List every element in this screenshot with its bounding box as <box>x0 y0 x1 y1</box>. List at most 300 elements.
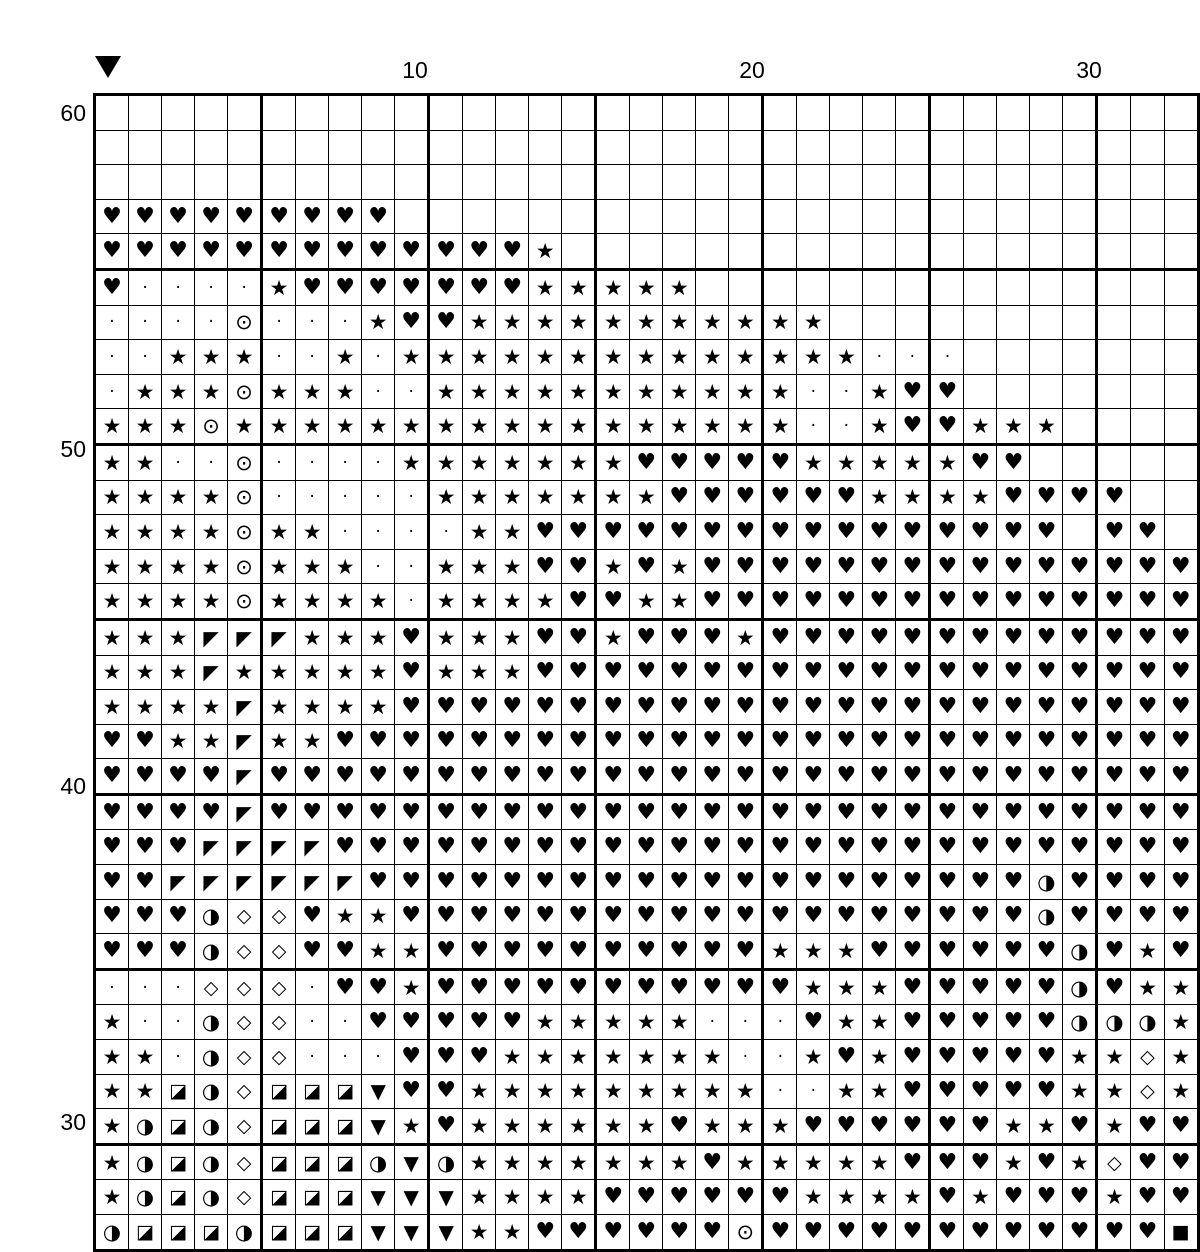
heart-icon: ♥ <box>702 693 723 719</box>
heart-icon: ♥ <box>535 763 556 789</box>
pattern-cell-star <box>663 305 696 340</box>
star-icon: ★ <box>335 589 355 614</box>
pattern-cell-heart <box>896 969 930 1005</box>
pattern-cell-heart <box>696 934 729 970</box>
up-right-triangle-icon: ◤ <box>236 835 252 860</box>
pattern-cell-heart <box>729 899 763 934</box>
pattern-cell-heart <box>630 1215 663 1251</box>
pattern-cell-heart <box>195 199 228 234</box>
pattern-cell-heart <box>964 1109 997 1145</box>
star-icon: ★ <box>168 414 188 439</box>
pattern-cell-heart <box>1164 1109 1199 1145</box>
heart-icon: ♥ <box>401 903 422 929</box>
pattern-cell-heart <box>863 794 896 830</box>
pattern-cell-heart <box>663 830 696 865</box>
heart-icon: ♥ <box>535 728 556 754</box>
heart-icon: ♥ <box>937 868 958 894</box>
heart-icon: ♥ <box>735 518 756 544</box>
star-icon: ★ <box>102 414 122 439</box>
pattern-cell-small-dot <box>95 374 129 409</box>
pattern-cell-heart <box>797 1215 830 1251</box>
pattern-cell-star <box>95 480 129 515</box>
pattern-row <box>95 549 1199 584</box>
heart-icon: ♥ <box>535 868 556 894</box>
star-icon: ★ <box>135 589 155 614</box>
star-icon: ★ <box>770 379 790 404</box>
pattern-cell-half-circle <box>228 1215 262 1251</box>
heart-icon: ♥ <box>535 799 556 825</box>
pattern-cell-heart <box>1131 1144 1164 1180</box>
pattern-cell-heart <box>630 1180 663 1215</box>
heart-icon: ♥ <box>902 763 923 789</box>
pattern-cell-heart <box>1164 549 1199 584</box>
star-icon: ★ <box>702 1044 722 1069</box>
pattern-cell-star <box>296 724 329 759</box>
up-right-triangle-icon: ◤ <box>236 625 252 650</box>
pattern-cell-heart <box>1063 724 1097 759</box>
pattern-cell-empty-cell <box>362 95 395 131</box>
star-icon: ★ <box>135 485 155 510</box>
pattern-cell-heart <box>463 234 496 270</box>
heart-icon: ♥ <box>502 1009 523 1035</box>
pattern-cell-empty-cell <box>596 165 630 200</box>
pattern-cell-heart <box>562 830 596 865</box>
pattern-cell-heart <box>630 830 663 865</box>
star-icon: ★ <box>702 344 722 369</box>
diamond-icon: ◇ <box>236 1080 252 1103</box>
half-square-icon: ◪ <box>169 1151 188 1174</box>
heart-icon: ♥ <box>436 1043 457 1069</box>
pattern-cell-star <box>496 1040 529 1075</box>
pattern-cell-empty-cell <box>296 165 329 200</box>
pattern-cell-half-circle <box>1097 1005 1131 1040</box>
pattern-cell-heart <box>930 584 964 620</box>
heart-icon: ♥ <box>1137 588 1158 614</box>
pattern-cell-star <box>463 340 496 375</box>
heart-icon: ♥ <box>803 728 824 754</box>
pattern-cell-small-dot <box>830 374 863 409</box>
pattern-cell-empty-cell <box>997 269 1030 305</box>
pattern-cell-heart <box>496 759 529 795</box>
star-icon: ★ <box>102 1185 122 1210</box>
pattern-cell-heart <box>964 549 997 584</box>
pattern-cell-star <box>696 1074 729 1109</box>
star-icon: ★ <box>568 310 588 335</box>
pattern-cell-heart <box>663 969 696 1005</box>
heart-icon: ♥ <box>669 518 690 544</box>
star-icon: ★ <box>502 660 522 685</box>
pattern-cell-heart <box>1063 865 1097 900</box>
pattern-cell-empty-cell <box>1131 95 1164 131</box>
pattern-cell-heart <box>930 374 964 409</box>
heart-icon: ♥ <box>603 938 624 964</box>
pattern-cell-heart <box>997 1040 1030 1075</box>
heart-icon: ♥ <box>168 903 188 929</box>
up-right-triangle-icon: ◤ <box>271 869 287 894</box>
pattern-cell-small-dot <box>195 269 228 305</box>
heart-icon: ♥ <box>1069 693 1090 719</box>
pattern-cell-heart <box>1030 934 1063 970</box>
heart-icon: ♥ <box>902 799 923 825</box>
pattern-cell-star <box>463 584 496 620</box>
heart-icon: ♥ <box>102 938 122 964</box>
pattern-cell-heart <box>529 899 562 934</box>
pattern-cell-empty-cell <box>863 95 896 131</box>
pattern-cell-heart <box>1131 899 1164 934</box>
pattern-cell-empty-cell <box>997 305 1030 340</box>
heart-icon: ♥ <box>902 378 923 404</box>
star-icon: ★ <box>368 939 388 964</box>
heart-icon: ♥ <box>702 868 723 894</box>
pattern-cell-heart <box>630 515 663 550</box>
pattern-cell-heart <box>463 794 496 830</box>
heart-icon: ♥ <box>902 974 923 1000</box>
pattern-cell-heart <box>763 1180 797 1215</box>
pattern-cell-heart <box>1030 480 1063 515</box>
down-triangle-icon: ▼ <box>438 1219 454 1244</box>
heart-icon: ♥ <box>401 1078 422 1104</box>
heart-icon: ♥ <box>535 834 556 860</box>
heart-icon: ♥ <box>869 693 890 719</box>
pattern-cell-star <box>562 444 596 480</box>
heart-icon: ♥ <box>937 1184 958 1210</box>
pattern-cell-empty-cell <box>1063 130 1097 165</box>
pattern-cell-small-dot <box>162 1005 195 1040</box>
pattern-cell-star <box>663 1005 696 1040</box>
heart-icon: ♥ <box>1170 1149 1191 1175</box>
pattern-cell-heart <box>896 655 930 690</box>
pattern-cell-empty-cell <box>930 130 964 165</box>
pattern-cell-star <box>463 444 496 480</box>
heart-icon: ♥ <box>1137 553 1158 579</box>
pattern-cell-empty-cell <box>1097 269 1131 305</box>
small-dot-icon: · <box>843 381 850 402</box>
small-dot-icon: · <box>843 416 850 437</box>
pattern-cell-heart <box>630 794 663 830</box>
pattern-cell-heart <box>296 899 329 934</box>
heart-icon: ♥ <box>135 903 155 929</box>
pattern-cell-star <box>395 409 429 445</box>
pattern-cell-empty-cell <box>1063 444 1097 480</box>
half-circle-icon: ◑ <box>234 1219 254 1244</box>
heart-icon: ♥ <box>401 868 422 894</box>
star-icon: ★ <box>869 1079 889 1104</box>
heart-icon: ♥ <box>1003 484 1024 510</box>
pattern-cell-empty-cell <box>663 199 696 234</box>
small-dot-icon: · <box>810 416 817 437</box>
star-icon: ★ <box>669 589 689 614</box>
pattern-cell-star <box>496 515 529 550</box>
pattern-cell-star <box>463 1109 496 1145</box>
pattern-cell-heart <box>696 619 729 655</box>
star-icon: ★ <box>469 625 489 650</box>
pattern-cell-empty-cell <box>1164 340 1199 375</box>
half-circle-icon: ◑ <box>368 1150 388 1175</box>
pattern-cell-half-circle <box>195 1040 228 1075</box>
pattern-cell-heart <box>663 759 696 795</box>
heart-icon: ♥ <box>702 728 723 754</box>
pattern-cell-heart <box>763 584 797 620</box>
pattern-cell-star <box>630 1144 663 1180</box>
pattern-cell-star <box>763 1109 797 1145</box>
pattern-cell-star <box>496 1180 529 1215</box>
pattern-cell-star <box>596 444 630 480</box>
pattern-cell-small-dot <box>763 1074 797 1109</box>
heart-icon: ♥ <box>401 238 422 264</box>
heart-icon: ♥ <box>636 868 657 894</box>
star-icon: ★ <box>869 414 889 439</box>
pattern-cell-heart <box>896 374 930 409</box>
pattern-cell-star <box>329 374 362 409</box>
pattern-cell-empty-cell <box>1063 340 1097 375</box>
pattern-cell-star <box>463 1215 496 1251</box>
star-icon: ★ <box>568 344 588 369</box>
pattern-cell-star <box>596 374 630 409</box>
pattern-cell-empty-cell <box>496 165 529 200</box>
half-square-icon: ◪ <box>270 1186 289 1209</box>
star-icon: ★ <box>401 1114 421 1139</box>
pattern-cell-empty-cell <box>863 199 896 234</box>
pattern-cell-star <box>630 1109 663 1145</box>
pattern-cell-heart <box>129 794 162 830</box>
pattern-cell-star <box>729 374 763 409</box>
pattern-cell-heart <box>1131 655 1164 690</box>
half-circle-icon: ◑ <box>437 1150 456 1175</box>
star-icon: ★ <box>102 589 122 614</box>
pattern-cell-heart <box>763 1215 797 1251</box>
heart-icon: ♥ <box>469 763 490 789</box>
heart-icon: ♥ <box>970 938 991 964</box>
star-icon: ★ <box>836 450 856 475</box>
heart-icon: ♥ <box>335 834 355 860</box>
small-dot-icon: · <box>309 312 315 333</box>
pattern-cell-star <box>362 619 395 655</box>
heart-icon: ♥ <box>1036 1078 1057 1104</box>
pattern-cell-heart <box>930 934 964 970</box>
down-triangle-icon: ▼ <box>370 1079 386 1104</box>
heart-icon: ♥ <box>168 203 188 229</box>
pattern-cell-small-dot <box>429 515 463 550</box>
heart-icon: ♥ <box>335 974 355 1000</box>
pattern-cell-star <box>863 969 896 1005</box>
pattern-cell-empty-cell <box>1131 374 1164 409</box>
heart-icon: ♥ <box>1137 659 1158 685</box>
pattern-cell-heart <box>162 794 195 830</box>
star-icon: ★ <box>201 379 221 404</box>
diamond-icon: ◇ <box>236 1115 252 1138</box>
pattern-cell-heart <box>296 794 329 830</box>
heart-icon: ♥ <box>937 974 958 1000</box>
star-icon: ★ <box>1105 1185 1124 1210</box>
star-icon: ★ <box>368 660 388 685</box>
pattern-cell-heart <box>129 724 162 759</box>
heart-icon: ♥ <box>937 413 958 439</box>
pattern-cell-empty-cell <box>1097 165 1131 200</box>
star-icon: ★ <box>135 414 155 439</box>
pattern-cell-heart <box>596 934 630 970</box>
pattern-cell-small-dot <box>729 1040 763 1075</box>
pattern-cell-heart <box>997 1215 1030 1251</box>
pattern-cell-empty-cell <box>162 130 195 165</box>
pattern-cell-heart <box>830 830 863 865</box>
half-circle-icon: ◑ <box>1037 869 1056 894</box>
small-dot-icon: · <box>142 1012 148 1033</box>
pattern-cell-star <box>729 1074 763 1109</box>
pattern-cell-small-dot <box>329 444 362 480</box>
heart-icon: ♥ <box>269 763 289 789</box>
heart-icon: ♥ <box>937 1043 958 1069</box>
pattern-cell-heart <box>463 830 496 865</box>
heart-icon: ♥ <box>1003 1043 1024 1069</box>
pattern-cell-heart <box>129 899 162 934</box>
pattern-cell-heart <box>997 830 1030 865</box>
pattern-cell-star <box>429 444 463 480</box>
heart-icon: ♥ <box>436 938 457 964</box>
pattern-cell-heart <box>1063 584 1097 620</box>
down-triangle-icon: ▼ <box>370 1219 386 1244</box>
star-icon: ★ <box>201 519 221 544</box>
star-icon: ★ <box>1070 1044 1089 1069</box>
pattern-cell-heart <box>1131 830 1164 865</box>
pattern-cell-heart <box>696 515 729 550</box>
pattern-cell-heart <box>863 655 896 690</box>
heart-icon: ♥ <box>702 1149 723 1175</box>
column-label-10: 10 <box>402 57 428 83</box>
heart-icon: ♥ <box>234 203 254 229</box>
pattern-cell-star <box>696 1040 729 1075</box>
pattern-cell-star <box>395 934 429 970</box>
pattern-cell-heart <box>1030 1180 1063 1215</box>
pattern-cell-heart <box>429 934 463 970</box>
pattern-cell-heart <box>663 444 696 480</box>
star-icon: ★ <box>335 904 355 929</box>
up-right-triangle-icon: ◤ <box>236 800 252 825</box>
heart-icon: ♥ <box>735 763 756 789</box>
pattern-cell-diamond <box>228 899 262 934</box>
pattern-cell-small-dot <box>329 480 362 515</box>
heart-icon: ♥ <box>770 659 791 685</box>
heart-icon: ♥ <box>135 238 155 264</box>
pattern-cell-star <box>529 1074 562 1109</box>
pattern-cell-heart <box>630 690 663 725</box>
heart-icon: ♥ <box>937 1113 958 1139</box>
half-square-icon: ◪ <box>202 1220 221 1243</box>
star-icon: ★ <box>469 485 489 510</box>
heart-icon: ♥ <box>469 238 490 264</box>
pattern-cell-half-square <box>329 1180 362 1215</box>
pattern-cell-heart <box>1097 549 1131 584</box>
star-icon: ★ <box>502 589 522 614</box>
pattern-row <box>95 340 1199 375</box>
pattern-cell-heart <box>964 865 997 900</box>
pattern-cell-heart <box>362 865 395 900</box>
star-icon: ★ <box>535 1044 555 1069</box>
pattern-cell-star <box>162 619 195 655</box>
star-icon: ★ <box>368 625 388 650</box>
pattern-cell-heart <box>630 759 663 795</box>
pattern-cell-star <box>296 374 329 409</box>
heart-icon: ♥ <box>1069 834 1090 860</box>
pattern-cell-star <box>1063 1074 1097 1109</box>
star-icon: ★ <box>502 485 522 510</box>
pattern-cell-heart <box>964 724 997 759</box>
pattern-cell-star <box>362 409 395 445</box>
star-icon: ★ <box>269 519 289 544</box>
star-icon: ★ <box>469 589 489 614</box>
pattern-cell-heart <box>1097 899 1131 934</box>
heart-icon: ♥ <box>1036 938 1057 964</box>
heart-icon: ♥ <box>1003 728 1024 754</box>
pattern-cell-star <box>95 690 129 725</box>
pattern-cell-heart <box>362 830 395 865</box>
star-icon: ★ <box>168 344 188 369</box>
pattern-cell-half-circle <box>1030 899 1063 934</box>
heart-icon: ♥ <box>836 624 857 650</box>
heart-icon: ♥ <box>937 624 958 650</box>
pattern-cell-empty-cell <box>1097 130 1131 165</box>
pattern-cell-empty-cell <box>395 130 429 165</box>
pattern-cell-heart <box>1164 794 1199 830</box>
pattern-cell-heart <box>1164 830 1199 865</box>
pattern-row <box>95 969 1199 1005</box>
heart-icon: ♥ <box>1137 1218 1158 1244</box>
pattern-cell-heart <box>429 1005 463 1040</box>
circled-dot-icon: ⊙ <box>235 379 253 404</box>
pattern-cell-heart <box>562 619 596 655</box>
star-icon: ★ <box>1004 414 1023 439</box>
heart-icon: ♥ <box>770 518 791 544</box>
star-icon: ★ <box>803 344 823 369</box>
small-dot-icon: · <box>208 452 214 473</box>
heart-icon: ♥ <box>502 868 523 894</box>
half-circle-icon: ◑ <box>1070 939 1089 964</box>
pattern-cell-star <box>729 305 763 340</box>
heart-icon: ♥ <box>1036 1184 1057 1210</box>
star-icon: ★ <box>234 414 254 439</box>
heart-icon: ♥ <box>401 728 422 754</box>
pattern-cell-small-dot <box>395 584 429 620</box>
pattern-cell-empty-cell <box>997 130 1030 165</box>
pattern-cell-star <box>496 340 529 375</box>
pattern-cell-star <box>95 515 129 550</box>
up-right-triangle-icon: ◤ <box>203 835 219 860</box>
pattern-cell-small-dot <box>763 1040 797 1075</box>
pattern-cell-heart <box>195 794 228 830</box>
up-right-triangle-icon: ◤ <box>337 869 353 894</box>
half-circle-icon: ◑ <box>135 1185 155 1210</box>
pattern-cell-half-circle <box>362 1144 395 1180</box>
pattern-cell-heart <box>1097 655 1131 690</box>
heart-icon: ♥ <box>902 868 923 894</box>
heart-icon: ♥ <box>135 203 155 229</box>
pattern-cell-empty-cell <box>1131 340 1164 375</box>
pattern-cell-empty-cell <box>95 130 129 165</box>
heart-icon: ♥ <box>302 238 322 264</box>
heart-icon: ♥ <box>836 728 857 754</box>
pattern-cell-heart <box>630 549 663 584</box>
pattern-cell-star <box>496 1109 529 1145</box>
pattern-cell-star <box>95 1074 129 1109</box>
pattern-cell-star <box>797 969 830 1005</box>
heart-icon: ♥ <box>535 518 556 544</box>
pattern-cell-heart <box>529 865 562 900</box>
pattern-cell-heart <box>863 759 896 795</box>
pattern-cell-empty-cell <box>830 165 863 200</box>
down-triangle-icon: ▼ <box>438 1185 454 1210</box>
down-triangle-icon: ▼ <box>403 1150 419 1175</box>
pattern-cell-empty-cell <box>763 165 797 200</box>
pattern-cell-star <box>162 584 195 620</box>
